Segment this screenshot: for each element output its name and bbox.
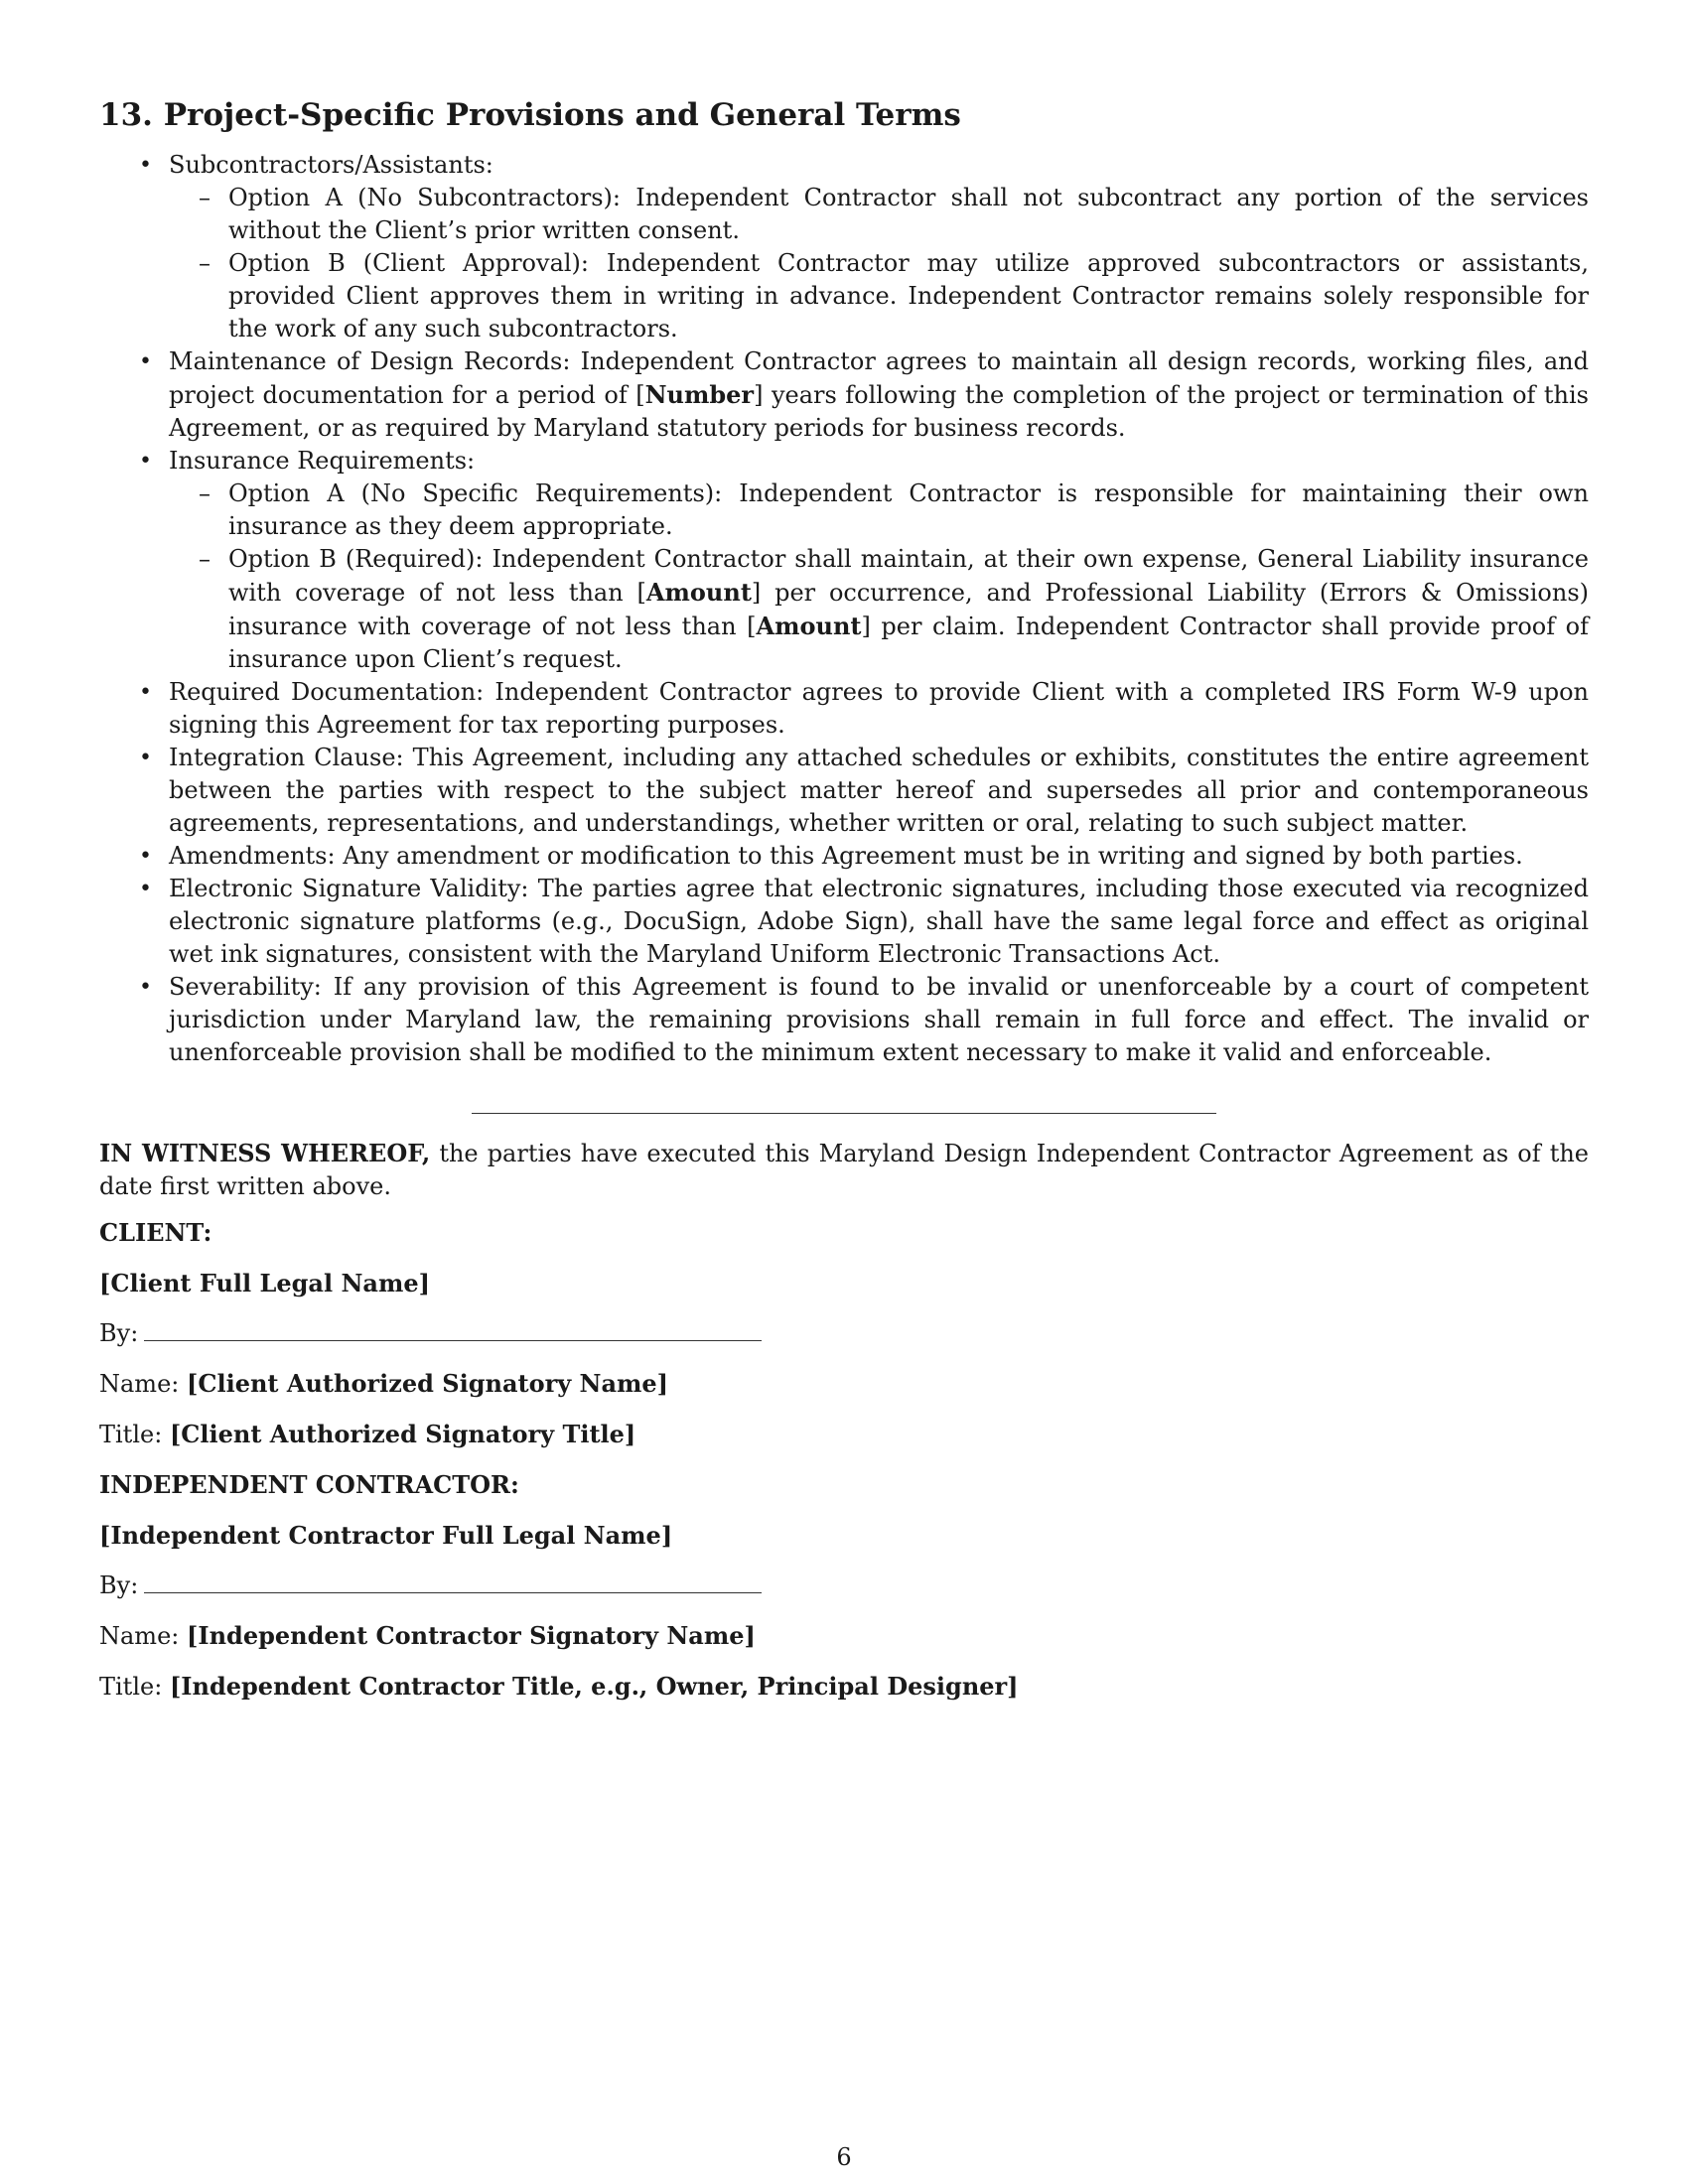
list-item-design-records: • Maintenance of Design Records: Independent Contractor agrees to maintain all design records, working files, and project documentation for a period of [Number] years following the completion of the project or termination of this Agreement, or as required by Maryland statutory periods for business records. [169,345,1589,445]
list-item-insurance [169,445,1589,676]
signature-block [99,1216,1589,1720]
client-signatory-name: [Client Authorized Signatory Name] [187,1369,669,1398]
contractor-heading: INDEPENDENT CONTRACTOR: [99,1470,519,1499]
client-by-label: By: [99,1319,139,1347]
client-legal-name: [Client Full Legal Name] [99,1269,430,1297]
amount-placeholder-claim: Amount [756,612,862,640]
contractor-title-label: Title: [99,1673,163,1701]
contractor-signatory-name: [Independent Contractor Signatory Name] [187,1621,756,1650]
records-text-after: years following the completion of the project or termination of this Agreement, or as required by Maryland statutory periods for business records. [169,381,1589,442]
insurance-label: Insurance Requirements: [169,447,476,475]
records-text-before: Maintenance of Design Records: Independent Contractor agrees to maintain all design records, working files, and project documentation for a period of [169,347,1589,409]
list-item-documentation: • Required Documentation: Independent Contractor agrees to provide Client with a completed IRS Form W-9 upon signing this Agreement for tax reporting purposes. [169,676,1589,742]
insurance-option-b-part2: per occurrence, and Professional Liability (Errors & Omissions) insurance with coverage of not less than [228,579,1589,640]
page-number: 6 [836,2143,852,2171]
client-signature-line[interactable] [144,1320,762,1341]
contractor-name-label: Name: [99,1622,180,1650]
witness-clause [99,1137,1589,1203]
list-item-amendments: • Amendments: Any amendment or modification to this Agreement must be in writing and signed by both parties. [169,840,1589,873]
client-heading: CLIENT: [99,1218,212,1247]
amount-placeholder-occurrence: Amount [645,578,752,607]
subcontractor-option-b: – Option B (Client Approval): Independent Contractor may utilize approved subcontractors or assistants, provided Client approves them in writing in advance. Independent Contractor remains solely responsible for the work of any such subcontractors. [228,247,1589,345]
list-item-integration: • Integration Clause: This Agreement, including any attached schedules or exhibits, constitutes the entire agreement between the parties with respect to the subject matter hereof and supersedes all prior and contemporaneous agreements, representations, and understandings, whether written or oral, relating to such subject matter. [169,742,1589,840]
section-number: 13. [99,97,153,133]
list-item-subcontractors [169,149,1589,345]
contractor-signature-line[interactable] [144,1572,762,1593]
list-item-esignature: • Electronic Signature Validity: The parties agree that electronic signatures, including those executed via recognized electronic signature platforms (e.g., DocuSign, Adobe Sign), shall have the same legal force and effect as original wet ink signatures, consistent with the Maryland Uniform Electronic Transactions Act. [169,873,1589,971]
subcontractors-label: Subcontractors/Assistants: [169,151,493,179]
document-page [99,0,1589,2184]
insurance-option-b: – Option B (Required): Independent Contractor shall maintain, at their own expense, General Liability insurance with coverage of not less than [Amount] per occurrence, and Professional Liability (Errors & Omissions) insurance with coverage of not less than [Amount] per claim. Independent Contractor shall provide proof of insurance upon Client’s request. [228,543,1589,676]
section-divider [472,1113,1216,1114]
subcontractor-options [169,182,1589,345]
records-number-placeholder: Number [644,380,755,409]
client-name-label: Name: [99,1370,180,1398]
client-title-label: Title: [99,1421,163,1448]
section-heading [99,95,961,135]
contractor-signatory-title: [Independent Contractor Title, e.g., Owner, Principal Designer] [169,1672,1019,1701]
subcontractor-option-a: – Option A (No Subcontractors): Independent Contractor shall not subcontract any portion of the services without the Client’s prior written consent. [228,182,1589,247]
witness-lead: IN WITNESS WHEREOF, [99,1139,431,1167]
provisions-list [99,149,1589,1069]
witness-text: the parties have executed this Maryland Design Independent Contractor Agreement as of the date first written above. [99,1140,1589,1200]
insurance-option-b-part1: Option B (Required): Independent Contractor shall maintain, at their own expense, General Liability insurance with coverage of not less than [228,545,1589,607]
client-signatory-title: [Client Authorized Signatory Title] [169,1420,636,1448]
contractor-by-label: By: [99,1571,139,1599]
provisions-body [99,149,1589,1069]
section-title-text: Project-Specific Provisions and General Terms [163,97,961,133]
insurance-options [169,478,1589,676]
contractor-legal-name: [Independent Contractor Full Legal Name] [99,1521,673,1550]
insurance-option-a: – Option A (No Specific Requirements): Independent Contractor is responsible for maintaining their own insurance as they deem appropriate. [228,478,1589,543]
list-item-severability: • Severability: If any provision of this Agreement is found to be invalid or unenforceable by a court of competent jurisdiction under Maryland law, the remaining provisions shall remain in full force and effect. The invalid or unenforceable provision shall be modified to the minimum extent necessary to make it valid and enforceable. [169,971,1589,1069]
insurance-option-b-part3: per claim. Independent Contractor shall provide proof of insurance upon Client’s request. [228,613,1589,673]
